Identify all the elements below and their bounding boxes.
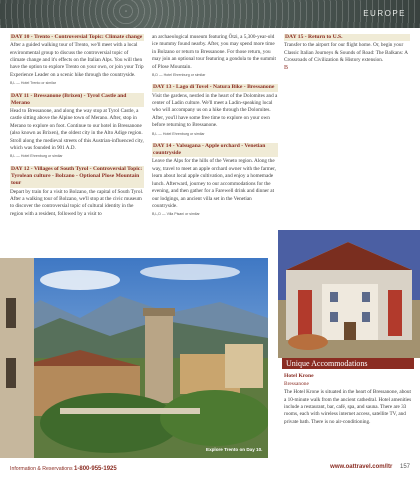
reservations-label: Information & Reservations (10, 466, 73, 472)
itinerary-column-2 (152, 34, 278, 224)
trento-photo-illustration (0, 258, 268, 458)
day-13-title: DAY 13 - Lago di Tovel - Natura Bike - Bressanone (152, 84, 278, 91)
day-13-meals: B,L — Hotel Ehrenburg or similar (152, 131, 205, 136)
itinerary-column-3 (284, 34, 410, 73)
photo-caption: Explore Trento on Day 10. (206, 447, 263, 452)
day-12-body: Depart by train for a visit to Bolzano, the capital of South Tyrol. After a walking tour of Bolzano, we'll stop at the civic museum to discover the controversial topic of cultural identity in the region with a resident, followed by a visit to (10, 188, 144, 217)
region-label: EUROPE (363, 9, 406, 18)
day-11-meals: B,L — Hotel Ehrenburg or similar (10, 154, 63, 159)
day-15-body: Transfer to the airport for our flight home. Or, begin your Classic Italian Journeys & Sounds of Road: The Balkans: A Crossroads of Civilization & History extension. (284, 42, 408, 64)
day-15-meals: B (284, 65, 289, 72)
day-15-title: DAY 15 - Return to U.S. (284, 34, 410, 41)
hotel-krone-illustration (278, 230, 420, 358)
page-footer (0, 460, 420, 480)
region-header-bar (0, 0, 420, 28)
day-10-meals: B,L — Hotel Trento or similar (10, 81, 57, 86)
day-10-body: After a guided walking tour of Trento, we'll meet with a local environmental group to discuss the controversial topic of climate change and it's effects on the Italian Alps. You will then have the option to explore Trento on your own, or join your Trip Experience Leader on a scenic hike through the countryside. (10, 42, 144, 78)
reservations-info (10, 466, 117, 472)
hotel-krone-photo (278, 230, 420, 358)
day-11-body: Head to Bressanone, and along the way stop at Tyrol Castle, a castle sitting above the Alpine town of Merano. After, stop in Merano to explore on foot. Continue to our hotel in Bressanone (also known as Brixen), the oldest city in the Alto Adige region. Stroll along the medieval streets of this Austrian-influenced city, which was founded in 901 A.D. (10, 108, 144, 152)
day-14-title: DAY 14 - Valsugana - Apple orchard - Venetian countryside (152, 143, 278, 157)
website-link[interactable]: www.oattravel.com/ltr (330, 464, 393, 470)
hotel-description: The Hotel Krone is situated in the heart of Bressanone, about a 10-minute walk from the ancient cathedral. Hotel amenities include a restaurant, bar, café, spa, and sauna. There are 33 rooms, each with wireless internet access, satellite TV, and private bath. There is no air-conditioning. (284, 389, 412, 425)
day-14-body: Leave the Alps for the hills of the Veneto region. Along the way, travel to meet an apple orchard owner with the farmer, learn about local apple cultivation, and enjoy a homemade lunch. Afterward, journey to our accommodations for the evening, and then gather for a Farewell drink and dinner at our lodgings, an ancient villa set in the Venetian countryside. (152, 158, 276, 209)
itinerary-column-1 (10, 34, 144, 219)
header-pattern (0, 0, 420, 28)
reservations-phone[interactable]: 1-800-955-1925 (74, 466, 117, 472)
page-number: 157 (399, 464, 410, 470)
day-14-meals: B,L,D — Villa Pisani or similar (152, 212, 200, 217)
hotel-name: Hotel Krone (284, 373, 314, 380)
day-12-title: DAY 12 - Villages of South Tyrol - Controversial Topic: Tyrolean culture - Bolzano - Optional Plose Mountain tour (11, 165, 143, 187)
accommodations-heading: Unique Accommodations (282, 358, 414, 369)
day-11-title: DAY 11 - Bressanone (Brixen) - Tyrol Castle and Merano (10, 93, 144, 107)
day-10-title: DAY 10 - Trento - Controversial Topic: Climate change (11, 34, 143, 40)
unique-accommodations-box (282, 358, 414, 458)
footer-right (330, 464, 410, 470)
day-12-body-continued: an archaeological museum featuring Ötzi, a 5,300-year-old ice mummy found nearby. After, you may spend more time in Bolzano or return to Bressanone. For those return, you may join an optional tour featuring a gondola to the summit of Plose Mountain. (152, 34, 276, 70)
trento-photo (0, 258, 268, 458)
day-12-meals: B,D — Hotel Ehrenburg or similar (152, 73, 206, 78)
day-13-body: Visit the gardens, nestled in the heart of the Dolomites and a center of Ladin culture. We'll meet a Ladin-speaking local who will accompany us on a hike through the Dolomites. After, you'll have some free time to explore on your own before returning to Bressanone. (152, 92, 278, 129)
hotel-location: Bressanone (284, 380, 309, 387)
